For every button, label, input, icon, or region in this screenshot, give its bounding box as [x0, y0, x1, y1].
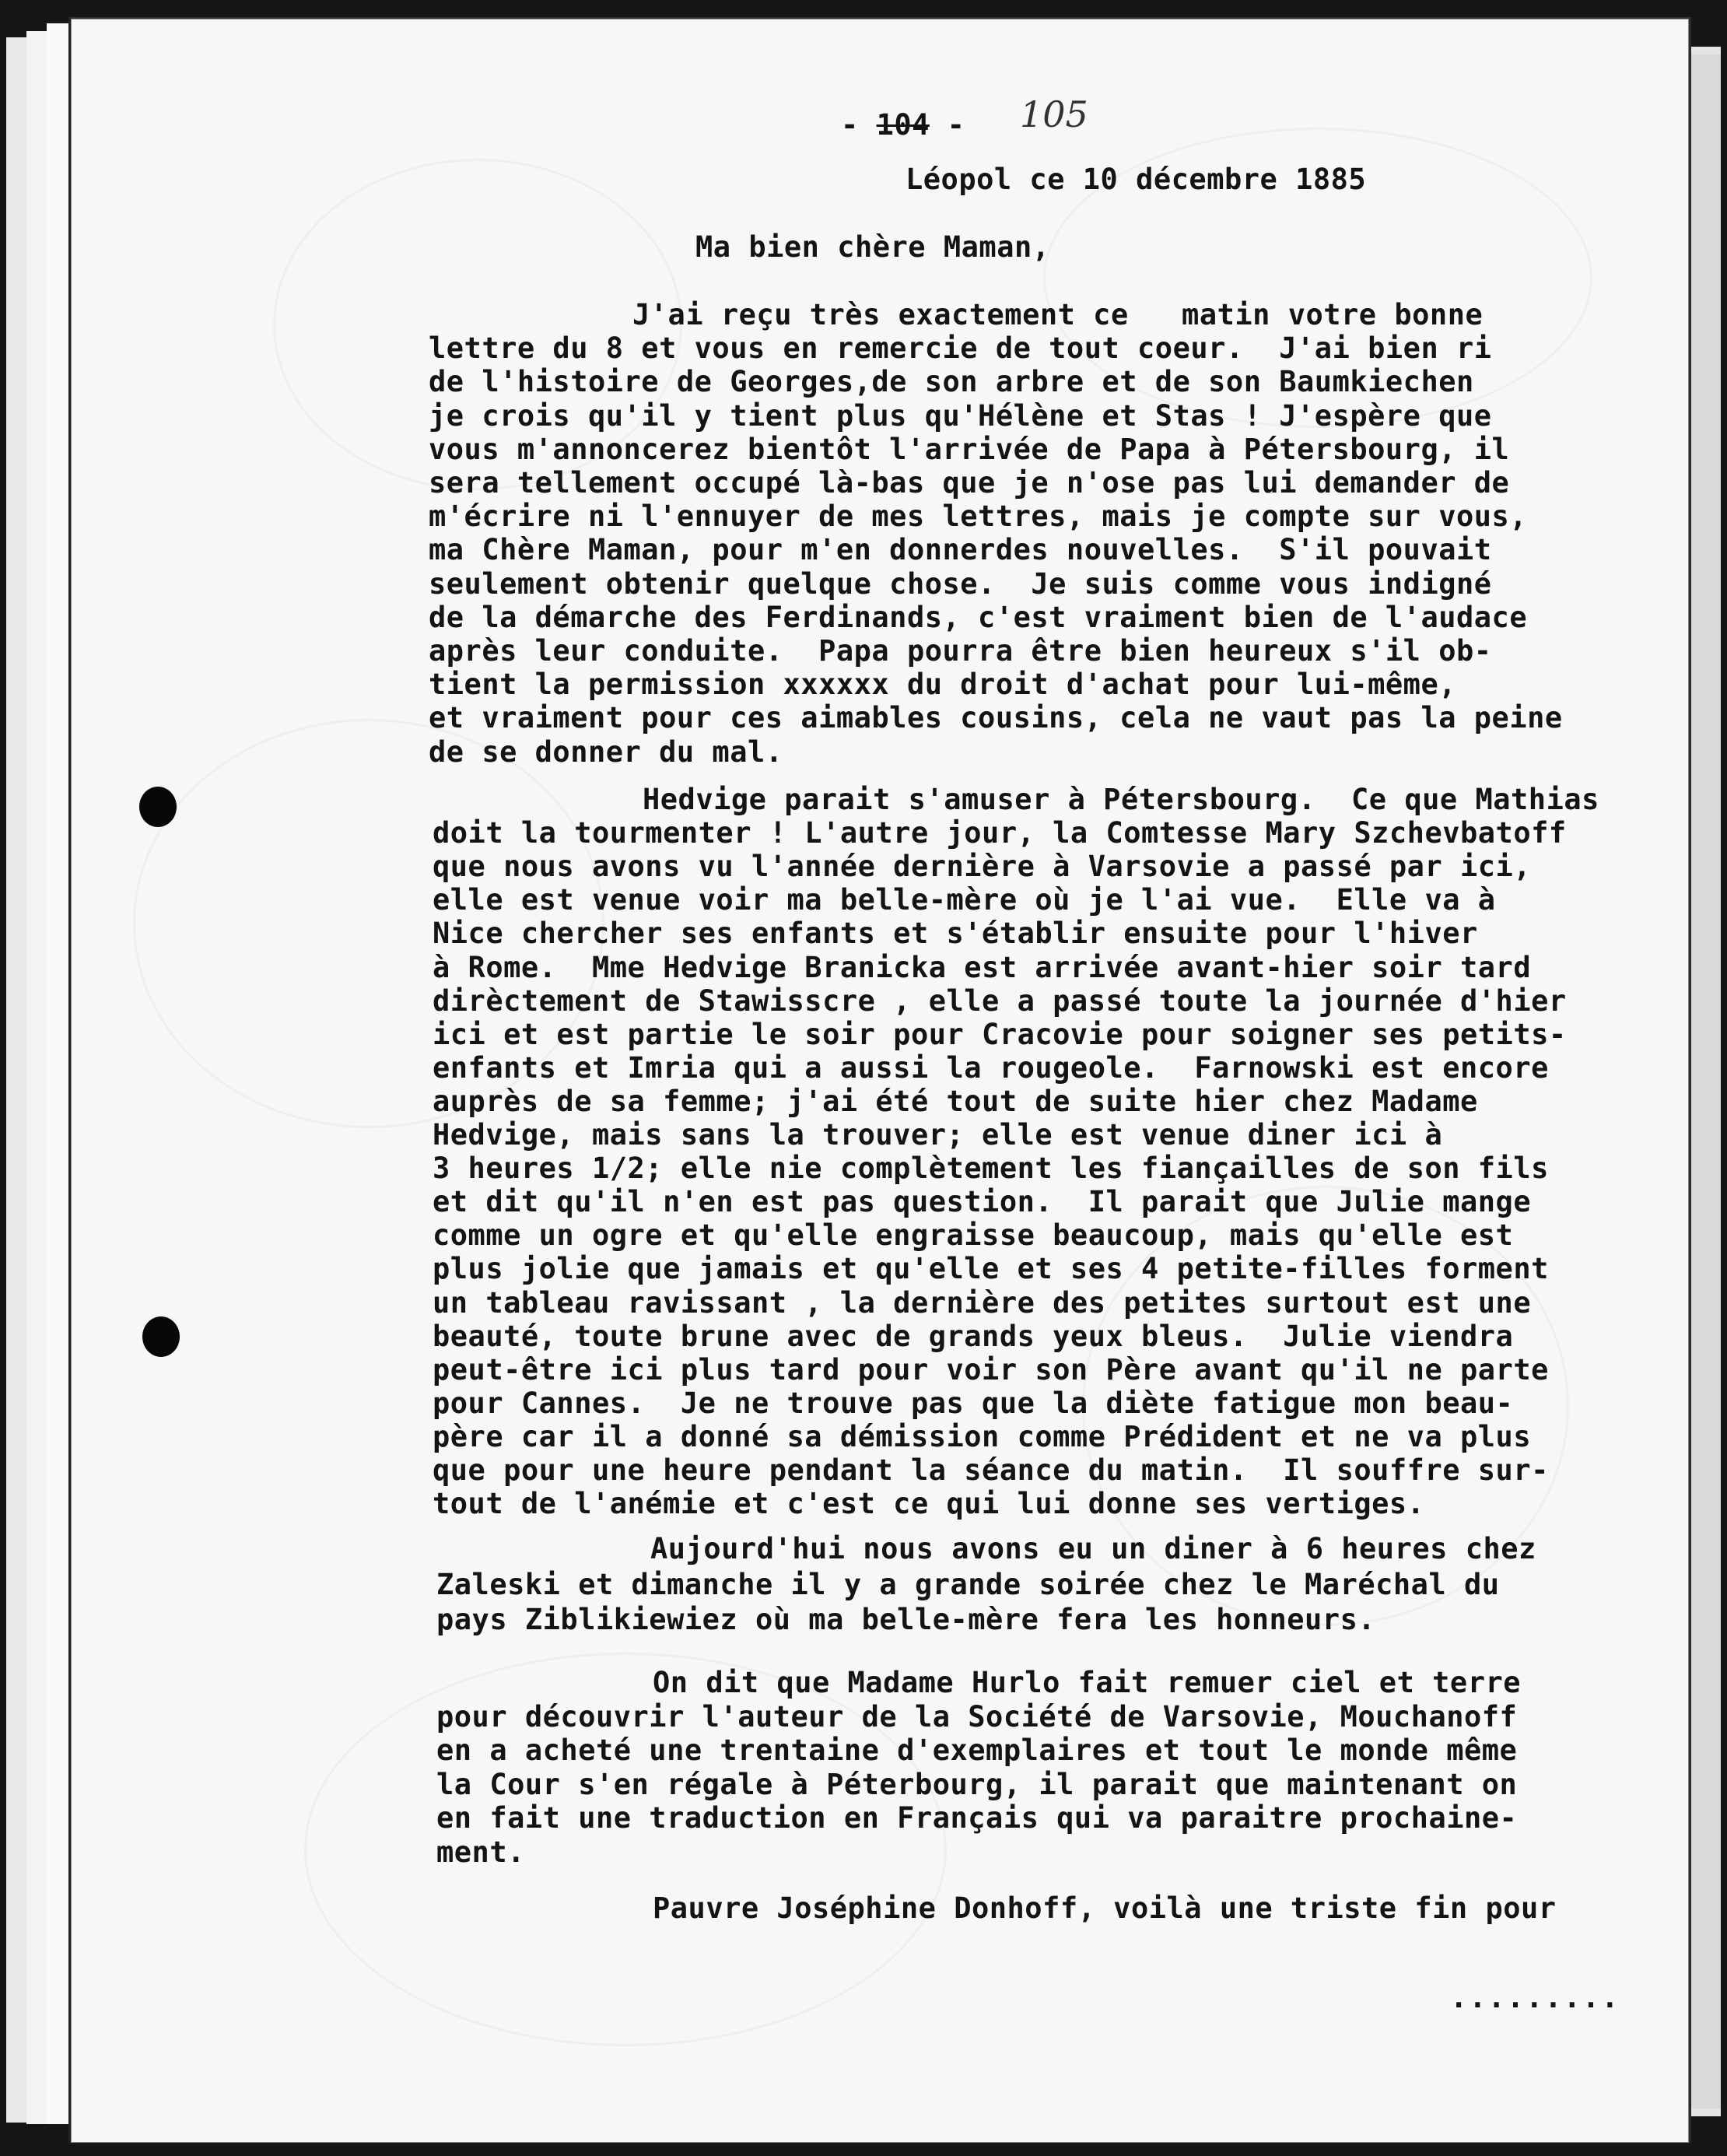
letter-line: ment.: [436, 1835, 525, 1869]
letter-line: que pour une heure pendant la séance du matin. Il souffre sur-: [433, 1453, 1549, 1487]
letter-line: doit la tourmenter ! L'autre jour, la Comtesse Mary Szchevbatoff: [433, 816, 1567, 850]
letter-line: dirèctement de Stawisscre , elle a passé toute la journée d'hier: [433, 984, 1567, 1018]
letter-line: à Rome. Mme Hedvige Branicka est arrivée avant-hier soir tard: [433, 951, 1532, 984]
letter-line: Aujourd'hui nous avons eu un diner à 6 heures chez: [650, 1532, 1536, 1565]
letter-line: père car il a donné sa démission comme Prédident et ne va plus: [433, 1420, 1532, 1453]
letter-line: vous m'annoncerez bientôt l'arrivée de Papa à Pétersbourg, il: [429, 433, 1510, 466]
letter-line: 3 heures 1/2; elle nie complètement les fiançailles de son fils: [433, 1152, 1549, 1185]
letter-line: et vraiment pour ces aimables cousins, cela ne vaut pas la peine: [429, 701, 1563, 734]
salutation: Ma bien chère Maman,: [695, 230, 1050, 264]
letter-line: ici et est partie le soir pour Cracovie pour soigner ses petits-: [433, 1018, 1567, 1051]
letter-line: tient la permission xxxxxx du droit d'achat pour lui-même,: [429, 668, 1457, 701]
letter-line: de se donner du mal.: [429, 735, 783, 769]
place-date: Léopol ce 10 décembre 1885: [906, 163, 1367, 196]
letter-line: enfants et Imria qui a aussi la rougeole. Farnowski est encore: [433, 1051, 1549, 1085]
page-number-typed: 104: [876, 108, 930, 142]
letter-page: [68, 17, 1691, 2143]
page-number: [841, 108, 965, 142]
letter-line: que nous avons vu l'année dernière à Varsovie a passé par ici,: [433, 850, 1532, 883]
letter-line: de l'histoire de Georges,de son arbre et de son Baumkiechen: [429, 365, 1474, 398]
letter-line: tout de l'anémie et c'est ce qui lui donne ses vertiges.: [433, 1487, 1425, 1520]
letter-line: je crois qu'il y tient plus qu'Hélène et Stas ! J'espère que: [429, 399, 1492, 433]
letter-line: pour Cannes. Je ne trouve pas que la diète fatigue mon beau-: [433, 1387, 1514, 1420]
letter-line: Pauvre Joséphine Donhoff, voilà une triste fin pour: [653, 1891, 1557, 1925]
letter-line: plus jolie que jamais et qu'elle et ses 4 petite-filles forment: [433, 1252, 1549, 1285]
letter-line: en a acheté une trentaine d'exemplaires et tout le monde même: [436, 1734, 1518, 1767]
letter-line: beauté, toute brune avec de grands yeux bleus. Julie viendra: [433, 1320, 1514, 1353]
letter-line: Hedvige parait s'amuser à Pétersbourg. Ce que Mathias: [643, 783, 1599, 816]
letter-line: comme un ogre et qu'elle engraisse beaucoup, mais qu'elle est: [433, 1218, 1514, 1252]
letter-line: sera tellement occupé là-bas que je n'ose pas lui demander de: [429, 466, 1510, 500]
letter-line: lettre du 8 et vous en remercie de tout coeur. J'ai bien ri: [429, 331, 1492, 365]
letter-line: pour découvrir l'auteur de la Société de Varsovie, Mouchanoff: [436, 1700, 1518, 1734]
page-number-prefix: -: [841, 108, 877, 142]
letter-line: peut-être ici plus tard pour voir son Père avant qu'il ne parte: [433, 1353, 1549, 1387]
letter-line: ma Chère Maman, pour m'en donnerdes nouvelles. S'il pouvait: [429, 533, 1492, 566]
letter-line: Hedvige, mais sans la trouver; elle est venue diner ici à: [433, 1118, 1443, 1152]
punch-hole: [139, 787, 177, 827]
letter-line: pays Ziblikiewiez où ma belle-mère fera les honneurs.: [436, 1603, 1376, 1636]
letter-line: Nice chercher ses enfants et s'établir ensuite pour l'hiver: [433, 917, 1478, 950]
letter-line: Zaleski et dimanche il y a grande soirée chez le Maréchal du: [436, 1568, 1500, 1601]
letter-line: auprès de sa femme; j'ai été tout de suite hier chez Madame: [433, 1085, 1478, 1118]
punch-hole: [142, 1316, 180, 1357]
page-number-suffix: -: [929, 108, 965, 142]
letter-line: elle est venue voir ma belle-mère où je l'ai vue. Elle va à: [433, 883, 1496, 917]
letter-line: un tableau ravissant , la dernière des petites surtout est une: [433, 1286, 1532, 1320]
letter-line: m'écrire ni l'ennuyer de mes lettres, mais je compte sur vous,: [429, 500, 1528, 533]
letter-line: seulement obtenir quelque chose. Je suis comme vous indigné: [429, 567, 1492, 601]
continuation-dots: .........: [1450, 1981, 1620, 2014]
letter-line: et dit qu'il n'en est pas question. Il parait que Julie mange: [433, 1185, 1532, 1218]
letter-line: J'ai reçu très exactement ce matin votre bonne: [632, 298, 1484, 331]
letter-line: de la démarche des Ferdinands, c'est vraiment bien de l'audace: [429, 601, 1528, 634]
letter-line: la Cour s'en régale à Péterbourg, il parait que maintenant on: [436, 1768, 1518, 1801]
handwritten-page-number: 105: [1020, 93, 1088, 135]
letter-line: après leur conduite. Papa pourra être bien heureux s'il ob-: [429, 634, 1492, 668]
letter-line: en fait une traduction en Français qui va paraitre prochaine-: [436, 1801, 1518, 1835]
letter-line: On dit que Madame Hurlo fait remuer ciel et terre: [653, 1666, 1522, 1699]
